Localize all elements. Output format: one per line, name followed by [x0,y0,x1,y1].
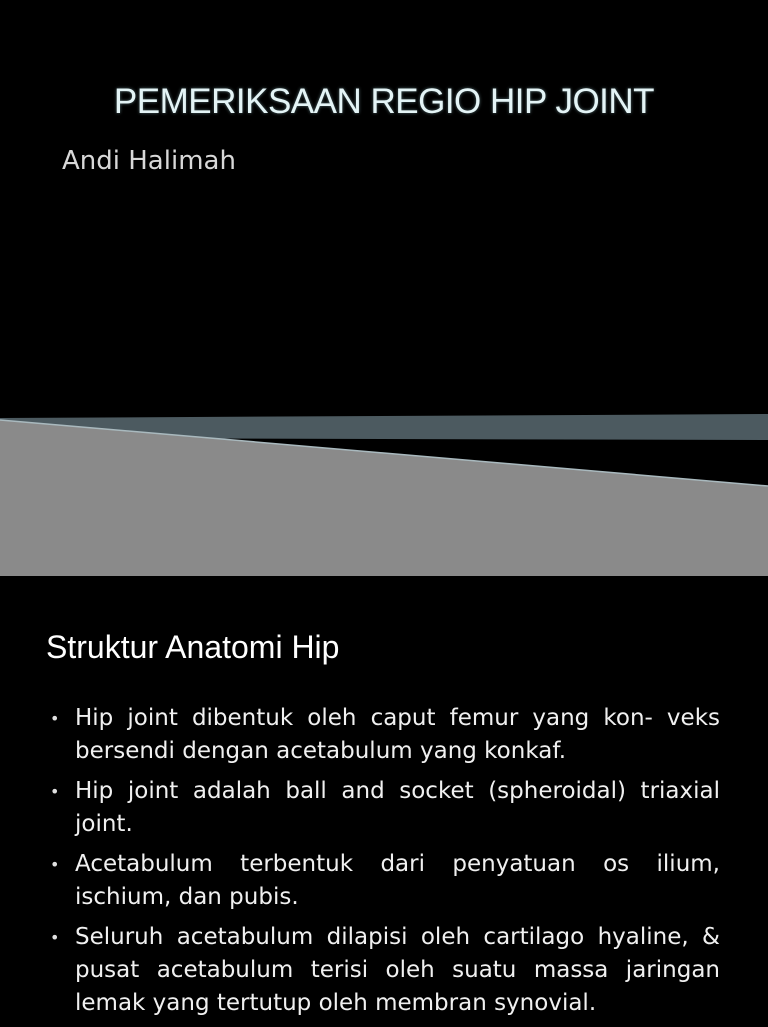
bullet-icon: • [50,928,60,947]
gray-wedge [0,420,768,576]
slide-title: PEMERIKSAAN REGIO HIP JOINT [113,82,655,121]
bullet-item [48,848,720,914]
bullet-text: Hip joint adalah ball and socket (spheroidal) triaxial joint. [75,778,720,837]
bullet-text: Seluruh acetabulum dilapisi oleh cartilago hyaline, & pusat acetabulum terisi oleh suatu massa jaringan lemak yang tertutup oleh membran synovial. [75,924,720,1016]
bullet-item [48,775,720,841]
bullet-icon: • [50,709,60,728]
bullet-item [48,702,720,768]
bullet-text: Acetabulum terbentuk dari penyatuan os ilium, ischium, dan pubis. [75,851,720,910]
bullet-icon: • [50,782,60,801]
slide-subtitle: Andi Halimah [62,146,236,176]
bullet-item [48,921,720,1020]
bullet-text: Hip joint dibentuk oleh caput femur yang kon- veks bersendi dengan acetabulum yang konkaf. [75,705,720,764]
content-slide-title: Struktur Anatomi Hip [46,629,340,665]
bullet-list [48,702,720,1027]
bullet-icon: • [50,855,60,874]
